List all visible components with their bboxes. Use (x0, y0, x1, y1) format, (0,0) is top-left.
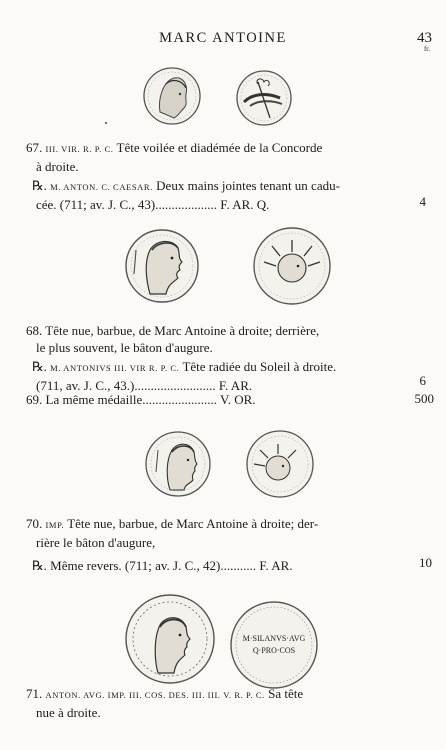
entry-68-reverse-legend: M. ANTONIVS III. VIR R. P. C. (50, 363, 180, 373)
reverse-symbol: ℞. (32, 558, 47, 573)
entry-67-price: 4 (419, 194, 426, 209)
coin-pair-68 (120, 222, 340, 312)
coin-67-obverse (144, 68, 200, 124)
coin-71-reverse-inscription-2: Q·PRO·COS (252, 646, 296, 655)
entry-70-text-2: rière le bâton d'augure, (36, 535, 156, 550)
coin-71-reverse (231, 602, 317, 688)
entry-70-number: 70. (26, 516, 43, 531)
coin-70-obverse (146, 432, 210, 496)
entry-71-text-2: nue à droite. (36, 705, 101, 720)
coin-pair-71 (124, 585, 324, 697)
coin-67-reverse (237, 71, 291, 125)
entry-70-legend: IMP. (45, 520, 65, 530)
catalog-entry-70 (26, 515, 396, 574)
entry-68-line-1 (26, 322, 396, 339)
entry-68-text-1: Tête nue, barbue, de Marc Antoine à droite; derrière, (45, 323, 320, 338)
entry-67-reverse-line-1 (26, 177, 396, 196)
entry-67-number: 67. (26, 140, 43, 155)
entry-70-text-1: Tête nue, barbue, de Marc Antoine à droite; der- (67, 516, 319, 531)
entry-68-price: 6 (419, 373, 426, 388)
entry-69-price: 500 (414, 391, 434, 406)
catalog-entry-67 (26, 139, 396, 213)
entry-68-text-2: le plus souvent, le bâton d'augure. (36, 340, 213, 355)
entry-67-reverse-text-1: Deux mains jointes tenant un cadu- (156, 178, 340, 193)
entry-68-reverse-line-1 (26, 358, 396, 377)
coin-71-reverse-inscription-1: M·SILANVS·AVG (242, 634, 306, 643)
entry-67-reverse-text-2: cée. (711; av. J. C., 43)................... F. AR. Q. (36, 197, 270, 212)
entry-67-line-1 (26, 139, 396, 158)
coin-71-obverse (126, 595, 214, 683)
reverse-symbol: ℞. (32, 359, 47, 374)
entry-70-reverse-text-1: Même revers. (711; av. J. C., 42)........... F. AR. (50, 558, 293, 573)
catalog-entry-71 (26, 685, 396, 721)
catalog-entry-69 (26, 391, 396, 408)
entry-71-number: 71. (26, 686, 43, 701)
page-number: 43 (417, 30, 432, 46)
entry-71-text-1: Sa tête (268, 686, 304, 701)
entry-67-text-2: à droite. (36, 159, 79, 174)
currency-unit: fr. (423, 45, 430, 53)
coin-pair-70 (140, 424, 320, 504)
entry-67-legend: III. VIR. R. P. C. (45, 144, 114, 154)
entry-70-price: 10 (419, 555, 432, 570)
entry-70-reverse-line-1 (26, 557, 396, 574)
entry-67-text-1: Tête voilée et diadémée de la Concorde (116, 140, 323, 155)
entry-70-line-1 (26, 515, 396, 534)
coin-68-obverse (126, 230, 198, 302)
entry-69-number: 69. (26, 392, 43, 407)
reverse-symbol: ℞. (32, 178, 47, 193)
entry-67-reverse-legend: M. ANTON. C. CAESAR. (50, 182, 153, 192)
page-title: MARC ANTOINE (159, 30, 287, 46)
print-speck (105, 122, 107, 124)
entry-71-legend: ANTON. AVG. IMP. III. COS. DES. III. III. V. R. P. C. (45, 690, 265, 700)
coin-70-reverse (247, 431, 313, 497)
entry-69-line-1 (26, 391, 396, 408)
coin-pair-67 (140, 60, 320, 140)
entry-68-number: 68. (26, 323, 43, 338)
catalog-entry-68 (26, 322, 396, 394)
entry-68-reverse-text-1: Tête radiée du Soleil à droite. (182, 359, 337, 374)
entry-68-reverse-text-2: (711, av. J. C., 43.)......................... F. AR. (36, 378, 253, 393)
coin-68-reverse (254, 228, 330, 304)
entry-69-text-1: La même médaille....................... V. OR. (45, 392, 256, 407)
entry-71-line-1 (26, 685, 396, 704)
